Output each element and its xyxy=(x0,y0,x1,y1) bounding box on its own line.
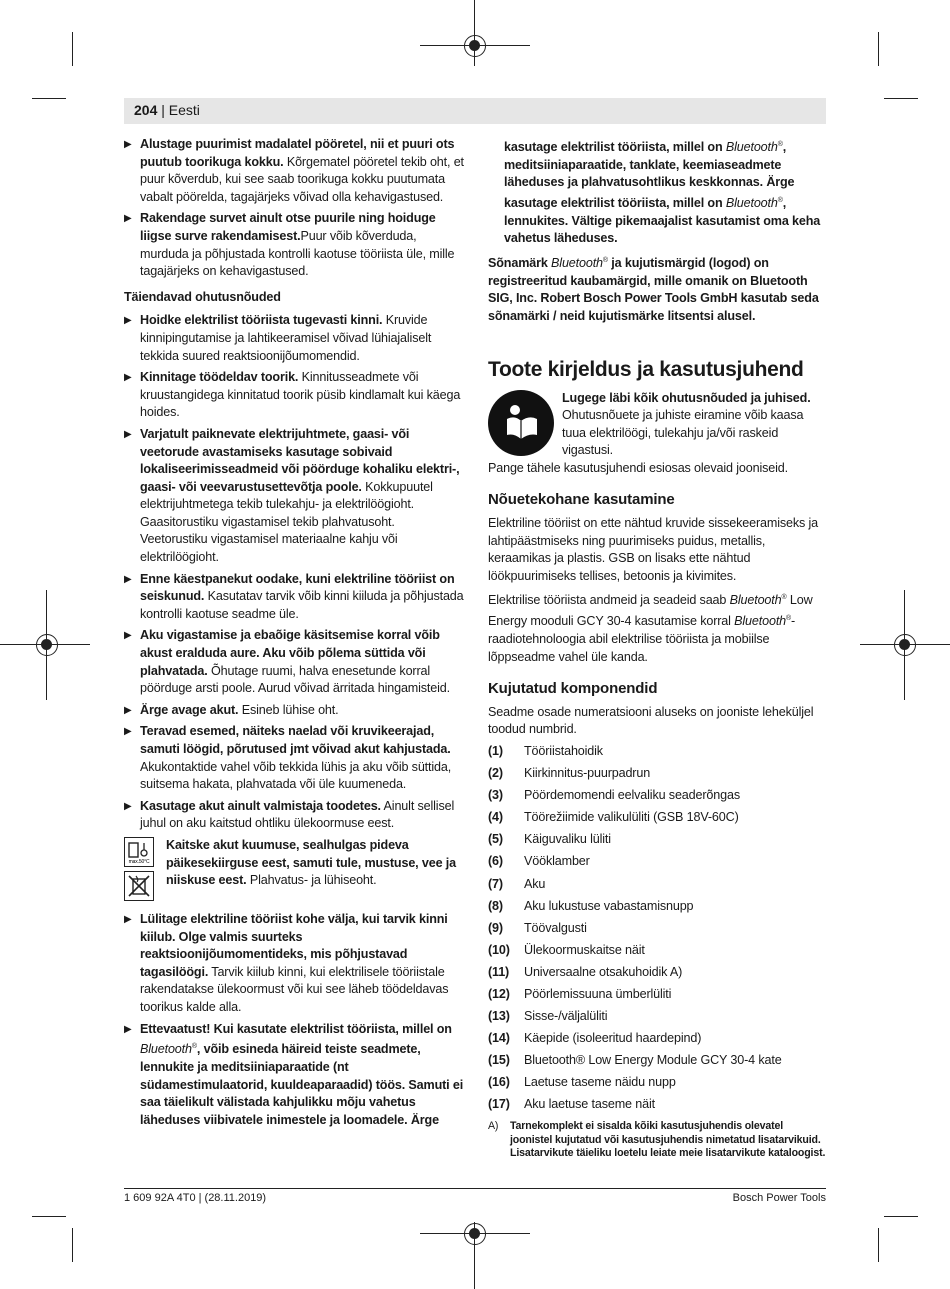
list-item: (14) Käepide (isoleeritud haardepind) xyxy=(488,1031,702,1046)
figures-note: Pange tähele kasutusjuhendi esiosas olevaid jooniseid. xyxy=(488,460,788,475)
page-number: 204 xyxy=(134,102,158,118)
left-column xyxy=(124,136,464,1133)
trademark-notice: Sõnamärk Bluetooth® ja kujutismärgid (logod) on registreeritud kaubamärgid, mille omanik on Bluetooth SIG, Inc. Robert Bosch Power Tools GmbH kasutab seda sõnamärki / neid kujutismärke litsentsi alusel. xyxy=(488,256,819,323)
list-item: ▶ Alustage puurimist madalatel pööretel, nii et puuri ots puutub toorikuga kokku. Kõrgematel pööretel tekib oht, et puur kõverdub, kui see saab toorikuga kokku puutumata vabalt pöörelda, tagajärjeks võivad olla kehavigastused. xyxy=(124,136,464,206)
list-item: (11) Universaalne otsakuhoidik A) xyxy=(488,964,683,979)
list-item: (8) Aku lukustuse vabastamisnupp xyxy=(488,898,694,913)
list-item: ▶ Kinnitage töödeldav toorik. Kinnitusseadmete või kruustangidega kinnitatud toorik püsib kindlamalt kui käega hoides. xyxy=(124,369,464,422)
list-item: ▶ Lülitage elektriline tööriist kohe välja, kui tarvik kinni kiilub. Olge valmis suurteks reaktsioonijõumomentideks, mis põhjustavad tagasilöögi. Tarvik kiilub kinni, kui elektrilisele tööriistale rakendatakse ülekoormust või kui see läheb töödeldavas toorikus kalde alla. xyxy=(124,911,464,1017)
crop-mark xyxy=(32,1216,66,1217)
crop-mark xyxy=(878,32,879,66)
list-item: (3) Pöördemomendi eelvaliku seaderõngas xyxy=(488,788,740,803)
registration-mark-icon xyxy=(464,1223,486,1245)
section-subheading: Täiendavad ohutusnõuded xyxy=(124,289,281,304)
section-heading: Toote kirjeldus ja kasutusjuhend xyxy=(488,357,804,381)
list-item: ▶ Enne käestpanekut oodake, kuni elektriline tööriist on seiskunud. Kasutatav tarvik võib kinni kiiluda ja põhjustada kontrolli kaotuse seadme üle. xyxy=(124,571,464,624)
list-item: (6) Vööklamber xyxy=(488,854,590,869)
footer-brand: Bosch Power Tools xyxy=(732,1192,826,1204)
list-item: (4) Töörežiimide valikulüliti (GSB 18V-60C) xyxy=(488,810,739,825)
list-item: (5) Käiguvaliku lüliti xyxy=(488,832,611,847)
read-manual-icon xyxy=(488,390,554,456)
list-item: (16) Laetuse taseme näidu nupp xyxy=(488,1075,676,1090)
crop-mark xyxy=(32,98,66,99)
bluetooth-warning-continued: kasutage elektrilist tööriista, millel on Bluetooth®, meditsiiniaparaatide, tanklate, keemiaseadmete läheduses ja plahvatusohtlikus keskkonnas. Ärge kasutage elektrilist tööriista, millel on Bluetooth®, lennukites. Vältige pikemaajalist kasutamist oma keha vahetus läheduses. xyxy=(504,140,821,246)
read-instructions-notice: Lugege läbi kõik ohutusnõuded ja juhised. Ohutusnõuete ja juhiste eiramine võib kaasa tuua elektrilöögi, tulekahju ja/või raskeid vigastusi. xyxy=(488,390,826,460)
list-item: (12) Pöörlemissuuna ümberlüliti xyxy=(488,987,672,1001)
list-item: (2) Kiirkinnitus-puurpadrun xyxy=(488,766,651,781)
list-item: (9) Töövalgusti xyxy=(488,920,587,935)
heat-warning: max.50°C Kaitske akut kuumuse, sealhulgas pideva päikesekiirguse eest, samuti tule, mustuse, vee ja niiskuse eest. Plahvatus- ja lühiseoht. xyxy=(124,837,464,901)
registration-mark-icon xyxy=(894,634,916,656)
bluetooth-warning: ▶ Ettevaatust! Kui kasutate elektrilist tööriista, millel on Bluetooth®, võib esineda häireid teiste seadmete, lennukite ja meditsiiniaparaatide (nt südamestimulaatorid, kuuldeaparaadid) töös. Samuti ei saa täielikult välistada kahjulikku mõju vahetus läheduses viibivatele inimestele ja loomadele. Ärge xyxy=(124,1021,464,1130)
list-item: (15) Bluetooth® Low Energy Module GCY 30-4 kate xyxy=(488,1053,782,1068)
list-item: (1) Tööriistahoidik xyxy=(488,743,603,758)
list-item: ▶ Varjatult paiknevate elektrijuhtmete, gaasi- või veetorude avastamiseks kasutage sobivaid lokaliseerimisseadmeid või pöörduge kohaliku elektri-, gaasi- või veevarustusettevõtja poole. Kokkupuutel elektrijuhtmetega tekib tulekahju- ja elektrilöögioht. Gaasitorustiku vigastamisel tekib plahvatusoht. Veetorustiku vigastamisel materiaalne kahju või elektrilöögioht. xyxy=(124,426,464,567)
components-list xyxy=(488,743,826,1114)
list-item: (13) Sisse-/väljalüliti xyxy=(488,1009,608,1024)
components-heading: Kujutatud komponendid xyxy=(488,680,658,698)
temperature-warning-icon xyxy=(124,837,154,867)
page-header: 204 | Eesti xyxy=(134,102,200,118)
crop-mark xyxy=(878,1228,879,1262)
footer-doc-number: 1 609 92A 4T0 | (28.11.2019) xyxy=(124,1192,267,1204)
crop-mark xyxy=(884,1216,918,1217)
list-item: ▶ Ärge avage akut. Esineb lühise oht. xyxy=(124,702,464,720)
registration-mark-icon xyxy=(464,35,486,57)
svg-text:max.50°C: max.50°C xyxy=(128,858,150,865)
components-intro: Seadme osade numeratsiooni aluseks on jooniste leheküljel toodud numbrid. xyxy=(488,704,814,737)
list-item: (7) Aku xyxy=(488,876,546,891)
list-item: ▶ Hoidke elektrilist tööriista tugevasti kinni. Kruvide kinnipingutamise ja lahtikeeramisel võivad lühiajaliselt tekkida suured reaktsioonijõumomendid. xyxy=(124,312,464,365)
list-item: ▶ Aku vigastamise ja ebaõige käsitsemise korral võib akust eralduda aure. Aku võib põlema süttida või plahvatada. Õhutage ruumi, halva enesetunde korral pöörduge arsti poole. Aurud võivad ärritada hingamisteid. xyxy=(124,627,464,697)
crop-mark xyxy=(72,1228,73,1262)
no-fire-water-icon xyxy=(124,871,154,901)
list-item: ▶ Rakendage survet ainult otse puurile ning hoiduge liigse surve rakendamisest.Puur võib kõverduda, murduda ja põhjustada kontrolli kaotuse tööriista üle, mille tagajärjeks on kehavigastused. xyxy=(124,210,464,280)
intended-use-heading: Nõuetekohane kasutamine xyxy=(488,491,675,509)
list-item: ▶ Kasutage akut ainult valmistaja toodetes. Ainult sellisel juhul on aku kaitstud ohtliku ülekoormuse eest. xyxy=(124,798,464,833)
list-item: (17) Aku laetuse taseme näit xyxy=(488,1097,655,1112)
crop-mark xyxy=(884,98,918,99)
list-item: ▶ Teravad esemed, näiteks naelad või kruvikeerajad, samuti löögid, põrutused jmt võivad akut kahjustada. Akukontaktide vahel võib tekkida lühis ja aku võib süttida, suitsema hakata, plahvatada või üle kuumeneda. xyxy=(124,723,464,793)
intended-use-paragraph: Elektriline tööriist on ette nähtud kruvide sissekeeramiseks ja lahtipäästmiseks ning puurimiseks puidus, metallis, keraamikas ja plastis. GSB on lisaks ette nähtud löökpuurimiseks tellises, betoonis ja kivimites. xyxy=(488,516,819,583)
registration-mark-icon xyxy=(36,634,58,656)
footer-rule xyxy=(124,1188,826,1189)
header-bar xyxy=(124,98,826,124)
data-transfer-paragraph: Elektrilise tööriista andmeid ja seadeid saab Bluetooth® Low Energy mooduli GCY 30-4 kasutamise korral Bluetooth®-raadiotehnoloogia abil elektrilise tööriista ja mobiilse lõppseadme vahel üle kanda. xyxy=(488,593,813,664)
crop-mark xyxy=(72,32,73,66)
header-language: Eesti xyxy=(168,102,200,118)
footnote: A) Tarnekomplekt ei sisalda kõiki kasutusjuhendis olevatel joonistel kujutatud või kasutusjuhendis nimetatud lisatarvikuid. Lisatarvikute täieliku loetelu leiate meie lisatarvikute kataloogist. xyxy=(488,1120,826,1160)
right-column xyxy=(488,136,826,1161)
list-item: (10) Ülekoormuskaitse näit xyxy=(488,942,645,957)
